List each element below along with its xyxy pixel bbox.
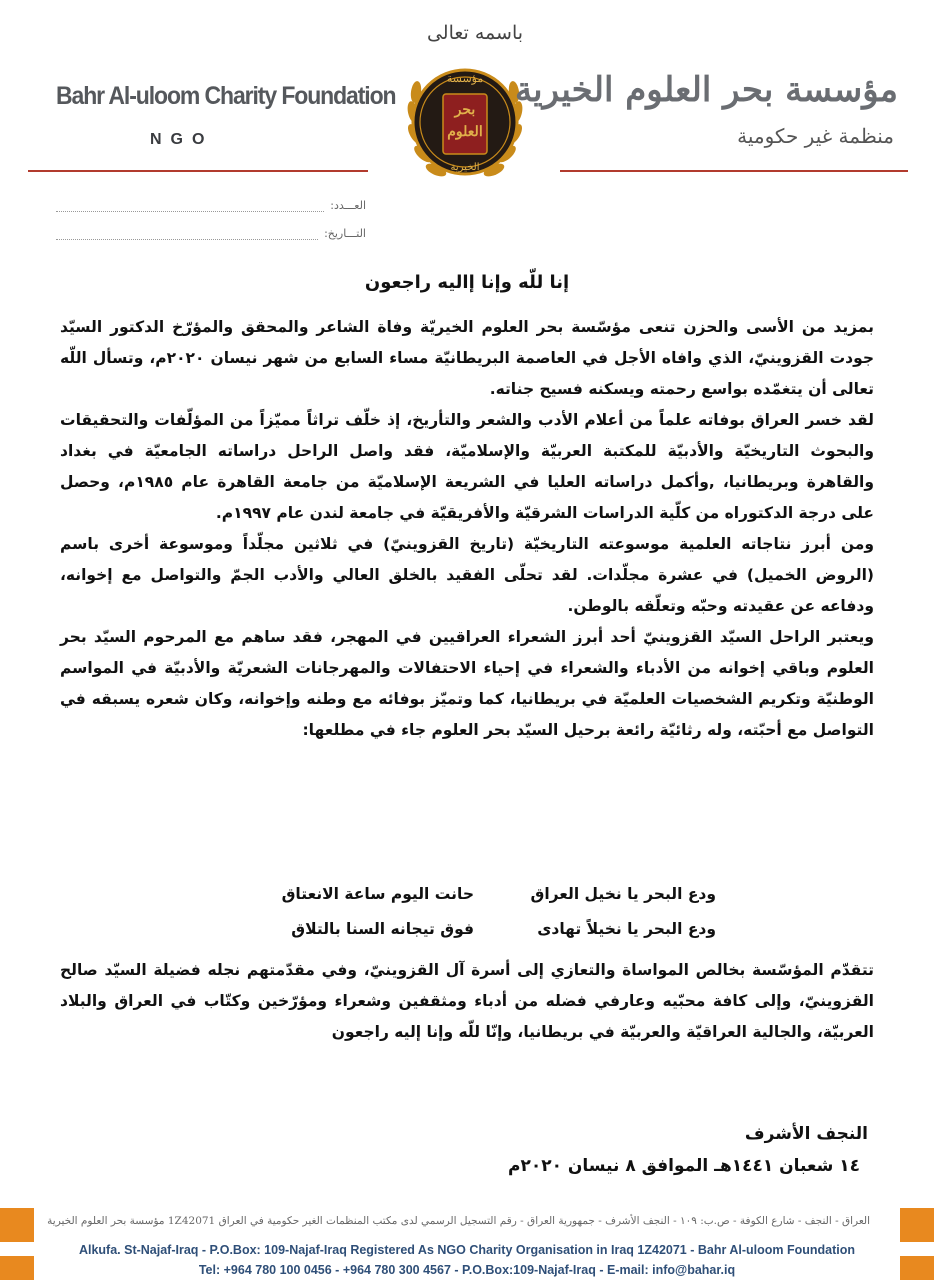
letter-title: إنا للّه وإنا إاليه راجعون [364, 272, 570, 293]
header-divider-left [28, 170, 368, 172]
poem-line [60, 885, 874, 915]
poem-first-hemistich: ودع البحر يا نخيل العراق [530, 885, 716, 903]
sign-off-date: ١٤ شعبان ١٤٤١هـ الموافق ٨ نيسان ٢٠٢٠م [508, 1156, 860, 1176]
org-name-ar: مؤسسة بحر العلوم الخيرية [514, 70, 898, 110]
paragraph-works: ومن أبرز نتاجاته العلمية موسوعته التاريخيّة (تاريخ القزوينيّ) في ثلاثين مجلّداً وموسوعة أخرى باسم (الروض الخميل) في عشرة مجلّدات. لقد تحلّى الفقيد بالخلق العالي والأدب الجمّ والتواصل مع إخوانه، ودفاعه عن عقيدته وحبّه وتعلّقه بالوطن. [60, 535, 874, 615]
closing-paragraph: تتقدّم المؤسّسة بخالص المواساة والتعازي إلى أسرة آل القزوينيّ، وفي مقدّمتهم نجله فضيلة السيّد صالح القزوينيّ، وإلى كافة محبّيه وعارفي فضله من أدباء ومثقفين وشعراء ومؤرّخين وكتّاب في العراق والبلاد العربيّة، والجالية العراقيّة والعربيّة في بريطانيا، وإنّا للّه وإنا إليه راجعون [60, 961, 874, 1041]
footer-accent-square [0, 1208, 34, 1242]
reference-date-blank [56, 232, 318, 240]
reference-number-blank [56, 204, 324, 212]
footer-accent-square [900, 1256, 934, 1280]
seal-text-top: مؤسسة [446, 72, 484, 85]
poem-line [60, 920, 874, 950]
org-type-ar: منظمة غير حكومية [737, 124, 894, 148]
footer-accent-square [0, 1256, 34, 1280]
reference-date-row [56, 218, 366, 240]
sign-off-place: النجف الأشرف [744, 1124, 868, 1144]
reference-number-label: العـــدد: [330, 199, 366, 212]
footer-address-en: Alkufa. St-Najaf-Iraq - P.O.Box: 109-Najaf-Iraq Registered As NGO Charity Organisation in Iraq 1Z42071 - Bahr Al-uloom Foundation [78, 1243, 856, 1257]
footer-address-ar: العراق - النجف - شارع الكوفة - ص.ب: ١٠٩ - النجف الأشرف - جمهورية العراق - رقم التسجيل الرسمي لدى مكتب المنظمات الغير حكومية في العراق 1Z42071 مؤسسة بحر العلوم الخيرية [47, 1215, 870, 1227]
footer-accent-square [900, 1208, 934, 1242]
foundation-seal-logo [403, 50, 527, 192]
reference-date-label: التـــاريخ: [324, 227, 366, 240]
basmala: باسمه تعالى [426, 22, 524, 44]
seal-text-bottom: الخيرية [450, 162, 480, 173]
poem-second-hemistich: فوق تيجانه السنا بالتلاق [291, 920, 474, 938]
footer-contact: Tel: +964 780 100 0456 - +964 780 300 4567 - P.O.Box:109-Najaf-Iraq - E-mail: info@bahar.iq [198, 1263, 736, 1277]
header-divider-right [560, 170, 908, 172]
seal-text-mid2: العلوم [447, 124, 483, 140]
paragraph-announcement: بمزيد من الأسى والحزن تنعى مؤسّسة بحر العلوم الخيريّة وفاة الشاعر والمحقق والمؤرّخ الدكتور السيّد جودت القزوينيّ، الذي وافاه الأجل في العاصمة البريطانيّة مساء السابع من شهر نيسان ٢٠٢٠م، وتسأل اللّه تعالى أن يتغمّده بواسع رحمته ويسكنه فسيح جناته. [60, 318, 874, 398]
poem-second-hemistich: حانت اليوم ساعة الانعتاق [281, 885, 474, 903]
reference-number-row [56, 190, 366, 212]
seal-text-mid1: بحر [454, 102, 476, 118]
org-type-en: NGO [150, 131, 214, 148]
paragraph-poetry: ويعتبر الراحل السيّد القزوينيّ أحد أبرز الشعراء العراقيين في المهجر، فقد ساهم مع المرحوم السيّد بحر العلوم وباقي إخوانه من الأدباء والشعراء في إحياء الاحتفالات والمهرجانات الشعريّة والأدبيّة في المواسم الوطنيّة وتكريم الشخصيات العلميّة في بريطانيا، كما وتميّز بوفائه مع وطنه وإخوانه، وكان شعره يسبقه في التواصل مع أحبّته، وله رثائيّة رائعة برحيل السيّد بحر العلوم جاء في مطلعها: [60, 628, 874, 739]
org-name-en: Bahr Al-uloom Charity Foundation [56, 82, 396, 110]
letter-body [60, 312, 874, 746]
poem-first-hemistich: ودع البحر يا نخيلاً تهادى [537, 920, 716, 938]
paragraph-biography: لقد خسر العراق بوفاته علماً من أعلام الأدب والشعر والتأريخ، إذ خلّف تراثاً مميّزاً من المؤلّفات والتحقيقات والبحوث التاريخيّة والأدبيّة للمكتبة العربيّة والإسلاميّة، فقد واصل الراحل دراساته الجامعيّة في بغداد والقاهرة وبريطانيا، ,وأكمل دراساته العليا في الشريعة الإسلاميّة من جامعة القاهرة عام ١٩٨٥م، وحصل على درجة الدكتوراه من كلّية الدراسات الشرقيّة والأفريقيّة في جامعة لندن عام ١٩٩٧م. [60, 411, 874, 522]
